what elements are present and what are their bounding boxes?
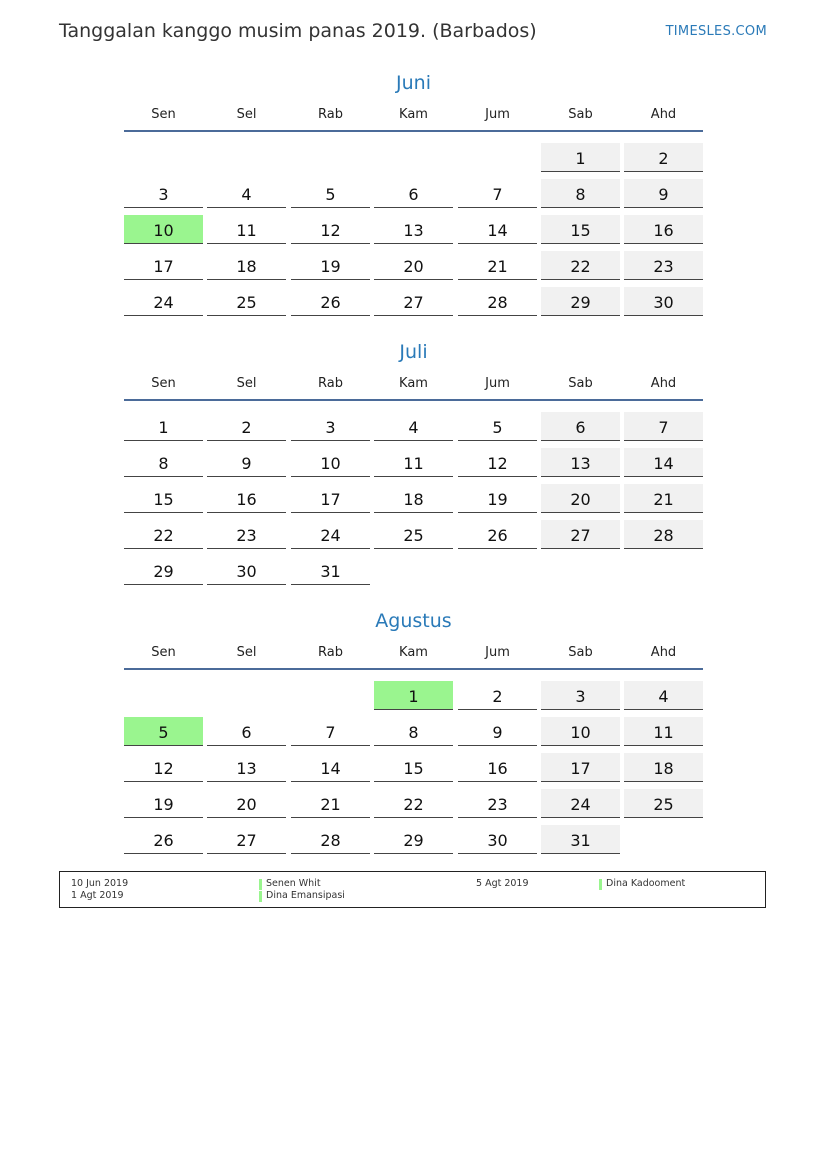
month-title: Juli	[399, 341, 428, 363]
day-cell: 16	[624, 215, 703, 244]
day-cell: 29	[541, 287, 620, 316]
weekday-label: Jum	[485, 107, 510, 122]
day-cell: 9	[458, 717, 537, 746]
day-cell: 29	[124, 556, 203, 585]
day-cell: 6	[374, 179, 453, 208]
day-cell: 22	[374, 789, 453, 818]
day-cell: 23	[624, 251, 703, 280]
day-cell: 31	[541, 825, 620, 854]
day-cell: 17	[541, 753, 620, 782]
weekday-label: Kam	[399, 376, 428, 391]
weekday-label: Kam	[399, 645, 428, 660]
day-cell: 8	[374, 717, 453, 746]
day-cell: 7	[458, 179, 537, 208]
weekday-label: Sen	[151, 107, 176, 122]
day-cell: 30	[207, 556, 286, 585]
day-cell: 2	[207, 412, 286, 441]
day-cell: 26	[291, 287, 370, 316]
day-cell: 15	[541, 215, 620, 244]
day-cell: 14	[624, 448, 703, 477]
day-cell: 8	[541, 179, 620, 208]
day-cell: 27	[541, 520, 620, 549]
legend-holiday	[259, 890, 345, 901]
day-cell: 20	[207, 789, 286, 818]
day-cell: 14	[291, 753, 370, 782]
day-cell: 23	[207, 520, 286, 549]
day-cell: 24	[541, 789, 620, 818]
holiday-day-cell: 10	[124, 215, 203, 244]
day-cell: 27	[374, 287, 453, 316]
weekday-header	[124, 643, 703, 663]
weekday-label: Sel	[236, 376, 257, 391]
day-cell: 16	[207, 484, 286, 513]
day-cell: 17	[291, 484, 370, 513]
header-rule	[124, 399, 703, 401]
day-cell: 15	[124, 484, 203, 513]
day-cell: 23	[458, 789, 537, 818]
holiday-color-swatch	[599, 879, 602, 890]
weekday-label: Sen	[151, 376, 176, 391]
day-cell: 21	[624, 484, 703, 513]
legend-holiday-name: Dina Kadooment	[606, 878, 686, 889]
day-cell: 25	[374, 520, 453, 549]
holiday-legend	[59, 871, 766, 908]
weekday-header	[124, 374, 703, 394]
day-cell: 26	[124, 825, 203, 854]
day-cell: 13	[374, 215, 453, 244]
day-cell: 14	[458, 215, 537, 244]
month-title: Agustus	[375, 610, 452, 632]
day-cell: 19	[124, 789, 203, 818]
day-cell: 30	[624, 287, 703, 316]
holiday-color-swatch	[259, 879, 262, 890]
day-cell: 11	[374, 448, 453, 477]
day-cell: 8	[124, 448, 203, 477]
legend-holiday-name: Dina Emansipasi	[266, 890, 345, 901]
day-cell: 28	[624, 520, 703, 549]
day-cell: 19	[291, 251, 370, 280]
day-cell: 29	[374, 825, 453, 854]
day-cell: 3	[291, 412, 370, 441]
weekday-label: Sab	[568, 376, 593, 391]
day-cell: 18	[207, 251, 286, 280]
month-title: Juni	[396, 72, 431, 94]
day-cell: 12	[291, 215, 370, 244]
weekday-label: Sab	[568, 645, 593, 660]
day-cell: 16	[458, 753, 537, 782]
weekday-label: Sen	[151, 645, 176, 660]
day-cell: 25	[624, 789, 703, 818]
day-cell: 5	[458, 412, 537, 441]
weekday-label: Rab	[318, 376, 343, 391]
day-cell: 3	[124, 179, 203, 208]
day-cell: 22	[541, 251, 620, 280]
day-cell: 1	[124, 412, 203, 441]
weekday-label: Jum	[485, 376, 510, 391]
weekday-label: Sel	[236, 107, 257, 122]
day-cell: 6	[541, 412, 620, 441]
weekday-label: Rab	[318, 107, 343, 122]
page-title: Tanggalan kanggo musim panas 2019. (Barbados)	[59, 20, 537, 42]
site-logo-link[interactable]: TIMESLES.COM	[665, 24, 767, 39]
day-cell: 9	[207, 448, 286, 477]
day-cell: 9	[624, 179, 703, 208]
day-cell: 15	[374, 753, 453, 782]
day-cell: 20	[374, 251, 453, 280]
day-cell: 5	[291, 179, 370, 208]
day-cell: 28	[291, 825, 370, 854]
day-cell: 13	[541, 448, 620, 477]
day-cell: 12	[124, 753, 203, 782]
legend-date: 10 Jun 2019	[71, 878, 129, 889]
day-cell: 24	[124, 287, 203, 316]
day-cell: 11	[207, 215, 286, 244]
holiday-color-swatch	[259, 891, 262, 902]
weekday-label: Ahd	[650, 107, 677, 122]
weekday-label: Sab	[568, 107, 593, 122]
header-rule	[124, 668, 703, 670]
weekday-label: Jum	[485, 645, 510, 660]
weekday-label: Rab	[318, 645, 343, 660]
weekday-label: Sel	[236, 645, 257, 660]
header-rule	[124, 130, 703, 132]
day-cell: 26	[458, 520, 537, 549]
day-cell: 25	[207, 287, 286, 316]
legend-holiday	[259, 878, 321, 889]
weekday-label: Kam	[399, 107, 428, 122]
day-cell: 3	[541, 681, 620, 710]
day-cell: 13	[207, 753, 286, 782]
day-cell: 4	[207, 179, 286, 208]
day-cell: 7	[624, 412, 703, 441]
day-cell: 21	[458, 251, 537, 280]
holiday-day-cell: 5	[124, 717, 203, 746]
day-cell: 18	[624, 753, 703, 782]
day-cell: 2	[624, 143, 703, 172]
day-cell: 17	[124, 251, 203, 280]
day-cell: 24	[291, 520, 370, 549]
day-cell: 21	[291, 789, 370, 818]
day-cell: 6	[207, 717, 286, 746]
day-cell: 18	[374, 484, 453, 513]
legend-date: 1 Agt 2019	[71, 890, 124, 901]
day-cell: 22	[124, 520, 203, 549]
weekday-label: Ahd	[650, 376, 677, 391]
day-cell: 4	[624, 681, 703, 710]
weekday-header	[124, 105, 703, 125]
day-cell: 10	[291, 448, 370, 477]
legend-date: 5 Agt 2019	[476, 878, 529, 889]
weekday-label: Ahd	[650, 645, 677, 660]
day-cell: 28	[458, 287, 537, 316]
day-cell: 20	[541, 484, 620, 513]
day-cell: 11	[624, 717, 703, 746]
day-cell: 4	[374, 412, 453, 441]
day-cell: 30	[458, 825, 537, 854]
legend-holiday-name: Senen Whit	[266, 878, 321, 889]
holiday-day-cell: 1	[374, 681, 453, 710]
legend-holiday	[599, 878, 685, 889]
day-cell: 27	[207, 825, 286, 854]
day-cell: 7	[291, 717, 370, 746]
day-cell: 2	[458, 681, 537, 710]
day-cell: 10	[541, 717, 620, 746]
day-cell: 12	[458, 448, 537, 477]
day-cell: 1	[541, 143, 620, 172]
day-cell: 31	[291, 556, 370, 585]
day-cell: 19	[458, 484, 537, 513]
